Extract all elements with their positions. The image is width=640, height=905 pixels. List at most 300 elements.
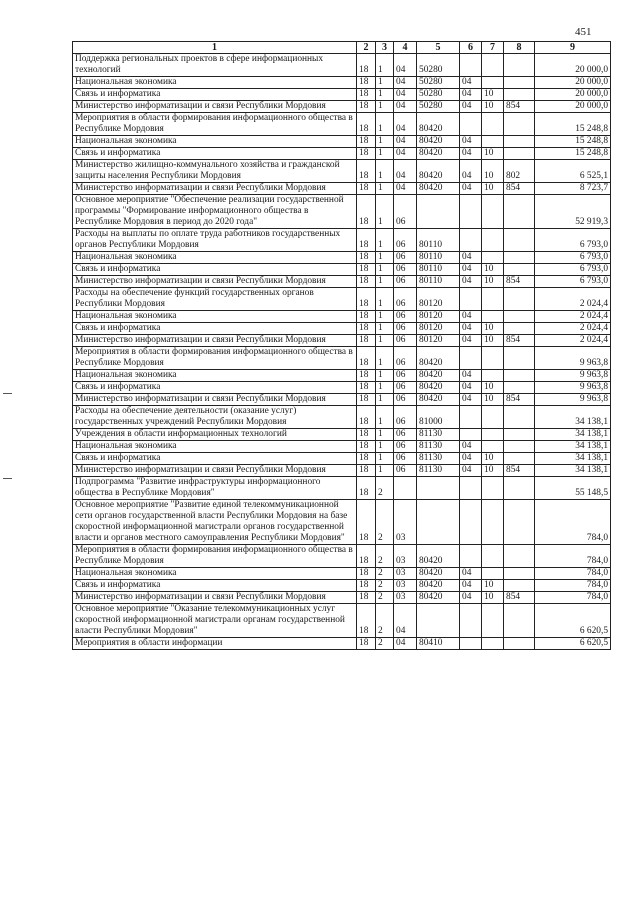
row-code	[482, 195, 504, 229]
column-header: 1	[73, 42, 357, 54]
row-code: 04	[394, 89, 417, 101]
row-code: 18	[357, 183, 376, 195]
row-code: 1	[376, 394, 394, 406]
row-code	[482, 311, 504, 323]
table-row	[73, 394, 611, 406]
row-code: 10	[482, 394, 504, 406]
column-header: 4	[394, 42, 417, 54]
row-code: 10	[482, 382, 504, 394]
row-code: 1	[376, 311, 394, 323]
row-code: 06	[394, 252, 417, 264]
row-code: 80420	[417, 183, 460, 195]
row-code	[504, 545, 535, 568]
row-amount: 55 148,5	[535, 477, 611, 500]
row-code: 18	[357, 54, 376, 77]
row-code: 04	[460, 311, 482, 323]
row-name: Министерство информатизации и связи Республики Мордовия	[73, 101, 357, 113]
row-code	[504, 148, 535, 160]
table-row	[73, 370, 611, 382]
row-code: 80110	[417, 264, 460, 276]
row-name: Министерство информатизации и связи Республики Мордовия	[73, 335, 357, 347]
row-amount: 20 000,0	[535, 54, 611, 77]
row-code	[460, 195, 482, 229]
row-code: 10	[482, 183, 504, 195]
row-code: 80420	[417, 113, 460, 136]
row-code: 04	[460, 394, 482, 406]
table-row	[73, 89, 611, 101]
row-name: Национальная экономика	[73, 441, 357, 453]
row-code: 81130	[417, 465, 460, 477]
header-row	[73, 42, 611, 54]
row-amount: 15 248,8	[535, 148, 611, 160]
row-code	[482, 77, 504, 89]
row-code	[504, 77, 535, 89]
row-code: 06	[394, 311, 417, 323]
row-code	[504, 370, 535, 382]
row-code: 18	[357, 592, 376, 604]
row-code: 10	[482, 592, 504, 604]
row-code	[504, 604, 535, 638]
row-code	[482, 347, 504, 370]
row-code: 50280	[417, 77, 460, 89]
row-code: 04	[394, 160, 417, 183]
table-row	[73, 545, 611, 568]
row-code: 03	[394, 592, 417, 604]
row-amount: 6 793,0	[535, 252, 611, 264]
row-code	[460, 477, 482, 500]
row-code: 18	[357, 160, 376, 183]
row-code: 06	[394, 429, 417, 441]
row-amount: 784,0	[535, 545, 611, 568]
row-code	[504, 264, 535, 276]
row-name: Основное мероприятие "Оказание телекоммуникационных услуг скоростной информационной магистрали органам государственной власти Республики Мордовия"	[73, 604, 357, 638]
row-code: 06	[394, 394, 417, 406]
row-code: 04	[460, 160, 482, 183]
row-code: 18	[357, 441, 376, 453]
row-code: 854	[504, 465, 535, 477]
row-code: 1	[376, 276, 394, 288]
row-amount: 784,0	[535, 568, 611, 580]
row-code: 80420	[417, 148, 460, 160]
row-name: Поддержка региональных проектов в сфере информационных технологий	[73, 54, 357, 77]
row-code	[482, 252, 504, 264]
row-code: 80420	[417, 545, 460, 568]
row-code: 1	[376, 148, 394, 160]
row-code: 06	[394, 323, 417, 335]
row-code: 81000	[417, 406, 460, 429]
row-code	[504, 477, 535, 500]
row-code: 10	[482, 323, 504, 335]
table-row	[73, 477, 611, 500]
row-code: 81130	[417, 441, 460, 453]
row-code: 1	[376, 160, 394, 183]
row-code: 1	[376, 453, 394, 465]
row-name: Основное мероприятие "Обеспечение реализации государственной программы "Формирование информационного общества в Республике Мордовия в период до 2020 года"	[73, 195, 357, 229]
row-code: 10	[482, 148, 504, 160]
row-amount: 52 919,3	[535, 195, 611, 229]
row-code: 18	[357, 406, 376, 429]
row-code	[504, 347, 535, 370]
table-row	[73, 453, 611, 465]
row-amount: 15 248,8	[535, 136, 611, 148]
row-code	[504, 453, 535, 465]
table-row	[73, 406, 611, 429]
row-code: 854	[504, 394, 535, 406]
row-code: 04	[394, 148, 417, 160]
row-code: 03	[394, 568, 417, 580]
row-code: 18	[357, 113, 376, 136]
table-row	[73, 54, 611, 77]
row-code	[504, 429, 535, 441]
row-code: 1	[376, 323, 394, 335]
row-amount: 784,0	[535, 592, 611, 604]
table-row	[73, 160, 611, 183]
row-code: 18	[357, 604, 376, 638]
row-name: Мероприятия в области формирования информационного общества в Республике Мордовия	[73, 347, 357, 370]
row-code: 10	[482, 276, 504, 288]
row-code	[482, 406, 504, 429]
row-code	[482, 136, 504, 148]
row-code: 2	[376, 500, 394, 545]
table-row	[73, 335, 611, 347]
row-name: Национальная экономика	[73, 568, 357, 580]
row-code: 81130	[417, 429, 460, 441]
column-header: 3	[376, 42, 394, 54]
row-name: Национальная экономика	[73, 370, 357, 382]
row-code: 1	[376, 252, 394, 264]
row-code: 04	[460, 101, 482, 113]
row-code	[504, 638, 535, 650]
row-name: Расходы на обеспечение деятельности (оказание услуг) государственных учреждений Республики Мордовия	[73, 406, 357, 429]
row-name: Связь и информатика	[73, 264, 357, 276]
row-code: 50280	[417, 101, 460, 113]
row-code: 10	[482, 453, 504, 465]
row-code: 10	[482, 580, 504, 592]
table-row	[73, 500, 611, 545]
row-name: Министерство жилищно-коммунального хозяйства и гражданской защиты населения Республики Мордовия	[73, 160, 357, 183]
row-code	[504, 195, 535, 229]
row-code	[417, 477, 460, 500]
row-name: Национальная экономика	[73, 252, 357, 264]
row-code: 18	[357, 288, 376, 311]
row-amount: 15 248,8	[535, 113, 611, 136]
row-code: 80120	[417, 323, 460, 335]
row-code: 18	[357, 335, 376, 347]
table-row	[73, 252, 611, 264]
row-code: 854	[504, 183, 535, 195]
row-name: Министерство информатизации и связи Республики Мордовия	[73, 592, 357, 604]
row-code: 03	[394, 545, 417, 568]
row-name: Министерство информатизации и связи Республики Мордовия	[73, 394, 357, 406]
row-amount: 9 963,8	[535, 394, 611, 406]
row-code: 18	[357, 545, 376, 568]
row-code: 2	[376, 545, 394, 568]
row-code: 10	[482, 89, 504, 101]
row-code: 04	[460, 335, 482, 347]
row-code: 80420	[417, 382, 460, 394]
row-code: 10	[482, 264, 504, 276]
row-code: 18	[357, 394, 376, 406]
row-code	[394, 477, 417, 500]
row-amount: 8 723,7	[535, 183, 611, 195]
row-code: 06	[394, 441, 417, 453]
row-name: Расходы на обеспечение функций государственных органов Республики Мордовия	[73, 288, 357, 311]
table-row	[73, 113, 611, 136]
row-code: 18	[357, 477, 376, 500]
row-code	[482, 229, 504, 252]
row-code: 04	[460, 592, 482, 604]
row-code: 18	[357, 229, 376, 252]
row-code	[482, 604, 504, 638]
row-code: 1	[376, 264, 394, 276]
row-code: 2	[376, 568, 394, 580]
row-code: 03	[394, 580, 417, 592]
row-code: 04	[460, 323, 482, 335]
row-code: 2	[376, 604, 394, 638]
row-amount: 6 525,1	[535, 160, 611, 183]
table-row	[73, 441, 611, 453]
row-code: 854	[504, 101, 535, 113]
row-name: Министерство информатизации и связи Республики Мордовия	[73, 183, 357, 195]
row-code: 04	[394, 604, 417, 638]
table-row	[73, 382, 611, 394]
row-code: 1	[376, 77, 394, 89]
row-name: Учреждения в области информационных технологий	[73, 429, 357, 441]
row-code: 03	[394, 500, 417, 545]
row-amount: 9 963,8	[535, 382, 611, 394]
row-code: 18	[357, 77, 376, 89]
column-header: 7	[482, 42, 504, 54]
row-code: 1	[376, 113, 394, 136]
row-amount: 2 024,4	[535, 335, 611, 347]
table-row	[73, 276, 611, 288]
row-code	[482, 545, 504, 568]
row-code: 1	[376, 136, 394, 148]
row-code	[504, 113, 535, 136]
row-code: 18	[357, 195, 376, 229]
table-row	[73, 580, 611, 592]
table-row	[73, 136, 611, 148]
row-code: 04	[460, 148, 482, 160]
column-header: 2	[357, 42, 376, 54]
row-code: 2	[376, 477, 394, 500]
row-code: 50280	[417, 89, 460, 101]
row-code: 06	[394, 229, 417, 252]
margin-mark	[3, 478, 12, 479]
row-amount: 784,0	[535, 500, 611, 545]
row-code: 18	[357, 500, 376, 545]
table-row	[73, 288, 611, 311]
row-code	[460, 54, 482, 77]
row-code: 04	[394, 101, 417, 113]
row-name: Национальная экономика	[73, 136, 357, 148]
row-code: 04	[394, 113, 417, 136]
table-row	[73, 183, 611, 195]
row-code	[482, 638, 504, 650]
row-name: Связь и информатика	[73, 323, 357, 335]
row-amount: 34 138,1	[535, 465, 611, 477]
row-code	[460, 545, 482, 568]
row-name: Подпрограмма "Развитие инфраструктуры информационного общества в Республике Мордовия"	[73, 477, 357, 500]
row-code	[482, 568, 504, 580]
row-amount: 2 024,4	[535, 323, 611, 335]
row-code: 06	[394, 195, 417, 229]
row-code: 18	[357, 638, 376, 650]
row-code: 04	[460, 580, 482, 592]
row-code: 1	[376, 183, 394, 195]
row-code: 80420	[417, 160, 460, 183]
row-amount: 9 963,8	[535, 370, 611, 382]
row-name: Мероприятия в области формирования информационного общества в Республике Мордовия	[73, 545, 357, 568]
row-code: 2	[376, 580, 394, 592]
row-code	[417, 604, 460, 638]
row-amount: 34 138,1	[535, 429, 611, 441]
table-row	[73, 592, 611, 604]
table-row	[73, 101, 611, 113]
column-header: 9	[535, 42, 611, 54]
row-code: 1	[376, 382, 394, 394]
row-code: 04	[460, 252, 482, 264]
row-code: 80420	[417, 394, 460, 406]
row-code: 80120	[417, 311, 460, 323]
row-code	[482, 113, 504, 136]
row-code: 80420	[417, 580, 460, 592]
row-code	[504, 288, 535, 311]
row-name: Связь и информатика	[73, 580, 357, 592]
row-code: 2	[376, 592, 394, 604]
row-code	[460, 638, 482, 650]
row-code: 06	[394, 465, 417, 477]
page-number: 451	[575, 26, 592, 38]
row-code	[504, 54, 535, 77]
row-code: 1	[376, 101, 394, 113]
row-code	[504, 500, 535, 545]
row-code: 80420	[417, 347, 460, 370]
row-name: Мероприятия в области информации	[73, 638, 357, 650]
row-code	[504, 568, 535, 580]
row-code: 1	[376, 406, 394, 429]
row-code: 1	[376, 429, 394, 441]
table-row	[73, 638, 611, 650]
row-code: 81130	[417, 453, 460, 465]
table-row	[73, 148, 611, 160]
row-code: 04	[460, 568, 482, 580]
table-row	[73, 568, 611, 580]
row-code: 854	[504, 335, 535, 347]
row-code: 80120	[417, 288, 460, 311]
row-name: Основное мероприятие "Развитие единой телекоммуникационной сети органов государственной власти Республики Мордовия на базе скоростной информационной магистрали органов государственной власти и органов местного самоуправления Республики Мордовия"	[73, 500, 357, 545]
row-name: Мероприятия в области формирования информационного общества в Республике Мордовия	[73, 113, 357, 136]
row-code: 06	[394, 347, 417, 370]
row-code: 18	[357, 580, 376, 592]
column-header: 8	[504, 42, 535, 54]
table-row	[73, 195, 611, 229]
row-code: 04	[394, 638, 417, 650]
table-row	[73, 604, 611, 638]
row-code	[460, 406, 482, 429]
row-code: 04	[460, 453, 482, 465]
row-code: 18	[357, 453, 376, 465]
row-amount: 34 138,1	[535, 441, 611, 453]
row-code: 18	[357, 276, 376, 288]
row-code: 1	[376, 465, 394, 477]
row-name: Национальная экономика	[73, 311, 357, 323]
row-code	[417, 500, 460, 545]
row-amount: 2 024,4	[535, 311, 611, 323]
row-amount: 34 138,1	[535, 453, 611, 465]
row-code: 1	[376, 370, 394, 382]
row-amount: 784,0	[535, 580, 611, 592]
row-code: 18	[357, 370, 376, 382]
table-row	[73, 429, 611, 441]
row-name: Расходы на выплаты по оплате труда работников государственных органов Республики Мордовия	[73, 229, 357, 252]
row-code: 06	[394, 406, 417, 429]
margin-mark	[3, 393, 12, 394]
row-code	[504, 311, 535, 323]
table-row	[73, 229, 611, 252]
row-code	[504, 252, 535, 264]
row-code	[504, 136, 535, 148]
table-row	[73, 264, 611, 276]
row-code: 80120	[417, 335, 460, 347]
row-code	[460, 113, 482, 136]
row-code	[482, 477, 504, 500]
row-amount: 6 793,0	[535, 276, 611, 288]
row-amount: 6 793,0	[535, 229, 611, 252]
row-code	[460, 500, 482, 545]
row-code	[460, 229, 482, 252]
row-code: 1	[376, 335, 394, 347]
row-code: 04	[460, 136, 482, 148]
row-code: 04	[394, 77, 417, 89]
table-row	[73, 465, 611, 477]
row-amount: 20 000,0	[535, 89, 611, 101]
row-code: 854	[504, 276, 535, 288]
row-name: Министерство информатизации и связи Республики Мордовия	[73, 276, 357, 288]
row-code: 802	[504, 160, 535, 183]
row-code: 1	[376, 89, 394, 101]
table-row	[73, 77, 611, 89]
row-code: 18	[357, 252, 376, 264]
row-code: 80420	[417, 568, 460, 580]
row-amount: 34 138,1	[535, 406, 611, 429]
row-code: 1	[376, 441, 394, 453]
row-code: 06	[394, 264, 417, 276]
row-code: 10	[482, 160, 504, 183]
budget-table	[72, 41, 611, 650]
row-code: 18	[357, 382, 376, 394]
row-code: 04	[460, 465, 482, 477]
row-code	[482, 370, 504, 382]
row-code	[504, 382, 535, 394]
row-code: 04	[460, 77, 482, 89]
row-name: Национальная экономика	[73, 77, 357, 89]
row-code	[417, 195, 460, 229]
row-amount: 2 024,4	[535, 288, 611, 311]
row-name: Связь и информатика	[73, 89, 357, 101]
row-code: 10	[482, 335, 504, 347]
row-code: 80110	[417, 229, 460, 252]
row-code	[460, 288, 482, 311]
row-code: 2	[376, 638, 394, 650]
row-code: 06	[394, 335, 417, 347]
row-code	[482, 288, 504, 311]
row-code: 06	[394, 453, 417, 465]
row-code: 1	[376, 54, 394, 77]
row-code: 04	[394, 183, 417, 195]
row-name: Связь и информатика	[73, 148, 357, 160]
row-code: 80110	[417, 252, 460, 264]
